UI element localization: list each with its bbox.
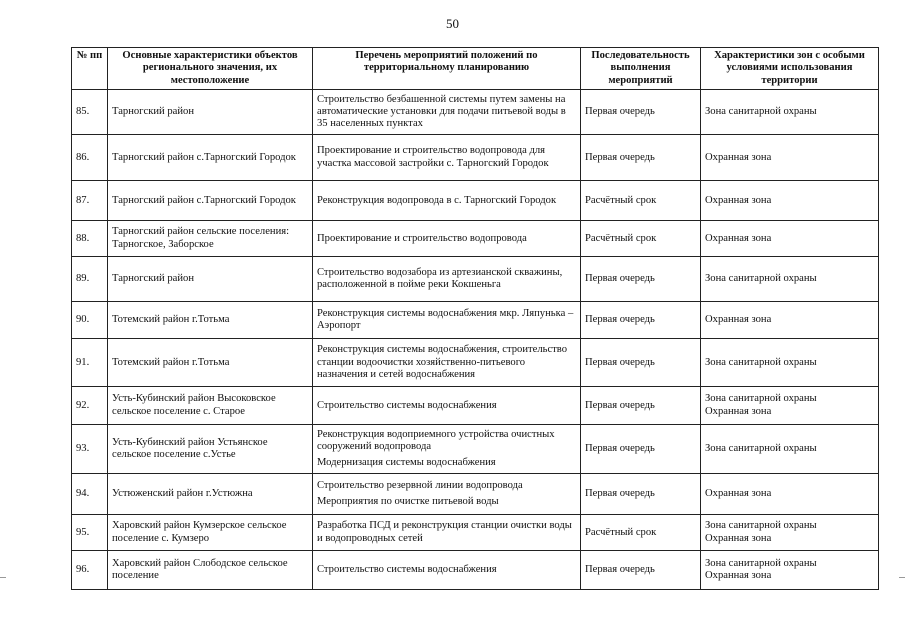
table-row (72, 257, 879, 302)
table-body (72, 90, 879, 590)
zone-item: Зона санитарной охраны (705, 443, 817, 455)
measures-cell (313, 257, 581, 302)
margin-mark-right (899, 577, 905, 578)
header-measures: Перечень мероприятий положений по территориальному планированию (313, 48, 581, 90)
row-number: 93. (72, 425, 108, 474)
measure-item: Проектирование и строительство водопровода для участка массовой застройки с. Тарногский Городок (317, 145, 549, 169)
zones-cell (701, 257, 879, 302)
page-number: 50 (446, 16, 459, 31)
object-location: Харовский район Слободское сельское поселение (108, 551, 313, 590)
header-row (72, 48, 879, 90)
measure-item: Строительство безбашенной системы путем замены на автоматические установки для подачи питьевой воды в 35 населенных пунктах (317, 93, 566, 130)
header-object: Основные характеристики объектов регионального значения, их местоположение (108, 48, 313, 90)
zones-cell (701, 474, 879, 515)
sequence-cell: Первая очередь (581, 135, 701, 181)
row-number: 96. (72, 551, 108, 590)
row-number: 89. (72, 257, 108, 302)
measures-cell (313, 135, 581, 181)
table-row (72, 302, 879, 339)
row-number: 92. (72, 387, 108, 425)
row-number: 87. (72, 181, 108, 221)
object-location: Тарногский район с.Тарногский Городок (108, 135, 313, 181)
object-location: Тарногский район сельские поселения: Тарногское, Заборское (108, 221, 313, 257)
sequence-cell: Первая очередь (581, 302, 701, 339)
measure-item: Модернизация системы водоснабжения (317, 457, 496, 469)
header-num: № пп (72, 48, 108, 90)
zone-item: Охранная зона (705, 405, 772, 417)
measures-cell (313, 339, 581, 387)
row-number: 91. (72, 339, 108, 387)
row-number: 86. (72, 135, 108, 181)
zone-item: Зона санитарной охраны (705, 393, 817, 405)
zone-item: Зона санитарной охраны (705, 557, 817, 569)
table-row (72, 135, 879, 181)
zones-cell (701, 135, 879, 181)
table-row (72, 181, 879, 221)
measures-cell (313, 551, 581, 590)
object-location: Тотемский район г.Тотьма (108, 302, 313, 339)
measure-item: Строительство водозабора из артезианской скважины, расположенной в пойме реки Кокшеньга (317, 266, 563, 291)
measures-cell (313, 302, 581, 339)
zones-cell (701, 387, 879, 425)
measure-item: Строительство системы водоснабжения (317, 564, 497, 576)
zone-item: Охранная зона (705, 314, 772, 326)
measure-item: Разработка ПСД и реконструкция станции очистки воды и водопроводных сетей (317, 520, 572, 544)
measure-item: Реконструкция системы водоснабжения мкр. Ляпунька –Аэропорт (317, 307, 574, 332)
header-zones: Характеристики зон с особыми условиями использования территории (701, 48, 879, 90)
table-row (72, 90, 879, 135)
margin-mark-left (0, 577, 6, 578)
zones-cell (701, 425, 879, 474)
zones-cell (701, 302, 879, 339)
zone-item: Охранная зона (705, 488, 772, 500)
zones-cell (701, 221, 879, 257)
measure-item: Реконструкция водопровода в с. Тарногский Городок (317, 194, 557, 206)
zone-item: Зона санитарной охраны (705, 520, 817, 532)
sequence-cell: Первая очередь (581, 551, 701, 590)
row-number: 85. (72, 90, 108, 135)
table-row (72, 339, 879, 387)
planning-table (71, 47, 879, 590)
zones-cell (701, 181, 879, 221)
zones-cell (701, 339, 879, 387)
sequence-cell: Расчётный срок (581, 515, 701, 551)
measure-item: Проектирование и строительство водопровода (317, 232, 527, 244)
measure-item: Строительство системы водоснабжения (317, 399, 497, 411)
zone-item: Охранная зона (705, 232, 772, 244)
measures-cell (313, 181, 581, 221)
object-location: Тарногский район с.Тарногский Городок (108, 181, 313, 221)
header-sequence: Последовательность выполнения мероприятий (581, 48, 701, 90)
table-row (72, 425, 879, 474)
table-row (72, 515, 879, 551)
measure-item: Реконструкция водоприемного устройства очистных сооружений водопровода (317, 428, 555, 453)
zone-item: Зона санитарной охраны (705, 273, 817, 285)
zones-cell (701, 551, 879, 590)
object-location: Тарногский район (108, 257, 313, 302)
sequence-cell: Первая очередь (581, 387, 701, 425)
sequence-cell: Первая очередь (581, 474, 701, 515)
table-row (72, 221, 879, 257)
object-location: Харовский район Кумзерское сельское поселение с. Кумзеро (108, 515, 313, 551)
object-location: Усть-Кубинский район Устьянское сельское поселение с.Устье (108, 425, 313, 474)
sequence-cell: Расчётный срок (581, 181, 701, 221)
row-number: 94. (72, 474, 108, 515)
zone-item: Охранная зона (705, 194, 772, 206)
measures-cell (313, 387, 581, 425)
measure-item: Мероприятия по очистке питьевой воды (317, 496, 499, 508)
measure-item: Реконструкция системы водоснабжения, строительство станции водоочистки хозяйственно-питьевого назначения и сетей водоснабжения (317, 344, 568, 380)
row-number: 88. (72, 221, 108, 257)
table-row (72, 387, 879, 425)
row-number: 90. (72, 302, 108, 339)
zone-item: Охранная зона (705, 151, 772, 163)
object-location: Усть-Кубинский район Высоковское сельское поселение с. Старое (108, 387, 313, 425)
table-header (72, 48, 879, 90)
zone-item: Охранная зона (705, 570, 772, 582)
zones-cell (701, 515, 879, 551)
zone-item: Зона санитарной охраны (705, 356, 817, 368)
table-row (72, 474, 879, 515)
zone-item: Охранная зона (705, 532, 772, 544)
sequence-cell: Первая очередь (581, 90, 701, 135)
object-location: Тотемский район г.Тотьма (108, 339, 313, 387)
measures-cell (313, 90, 581, 135)
measure-item: Строительство резервной линии водопровода (317, 479, 523, 491)
sequence-cell: Первая очередь (581, 425, 701, 474)
sequence-cell: Первая очередь (581, 257, 701, 302)
row-number: 95. (72, 515, 108, 551)
object-location: Тарногский район (108, 90, 313, 135)
measures-cell (313, 515, 581, 551)
measures-cell (313, 474, 581, 515)
zone-item: Зона санитарной охраны (705, 106, 817, 118)
measures-cell (313, 425, 581, 474)
sequence-cell: Расчётный срок (581, 221, 701, 257)
table-row (72, 551, 879, 590)
object-location: Устюженский район г.Устюжна (108, 474, 313, 515)
zones-cell (701, 90, 879, 135)
sequence-cell: Первая очередь (581, 339, 701, 387)
measures-cell (313, 221, 581, 257)
